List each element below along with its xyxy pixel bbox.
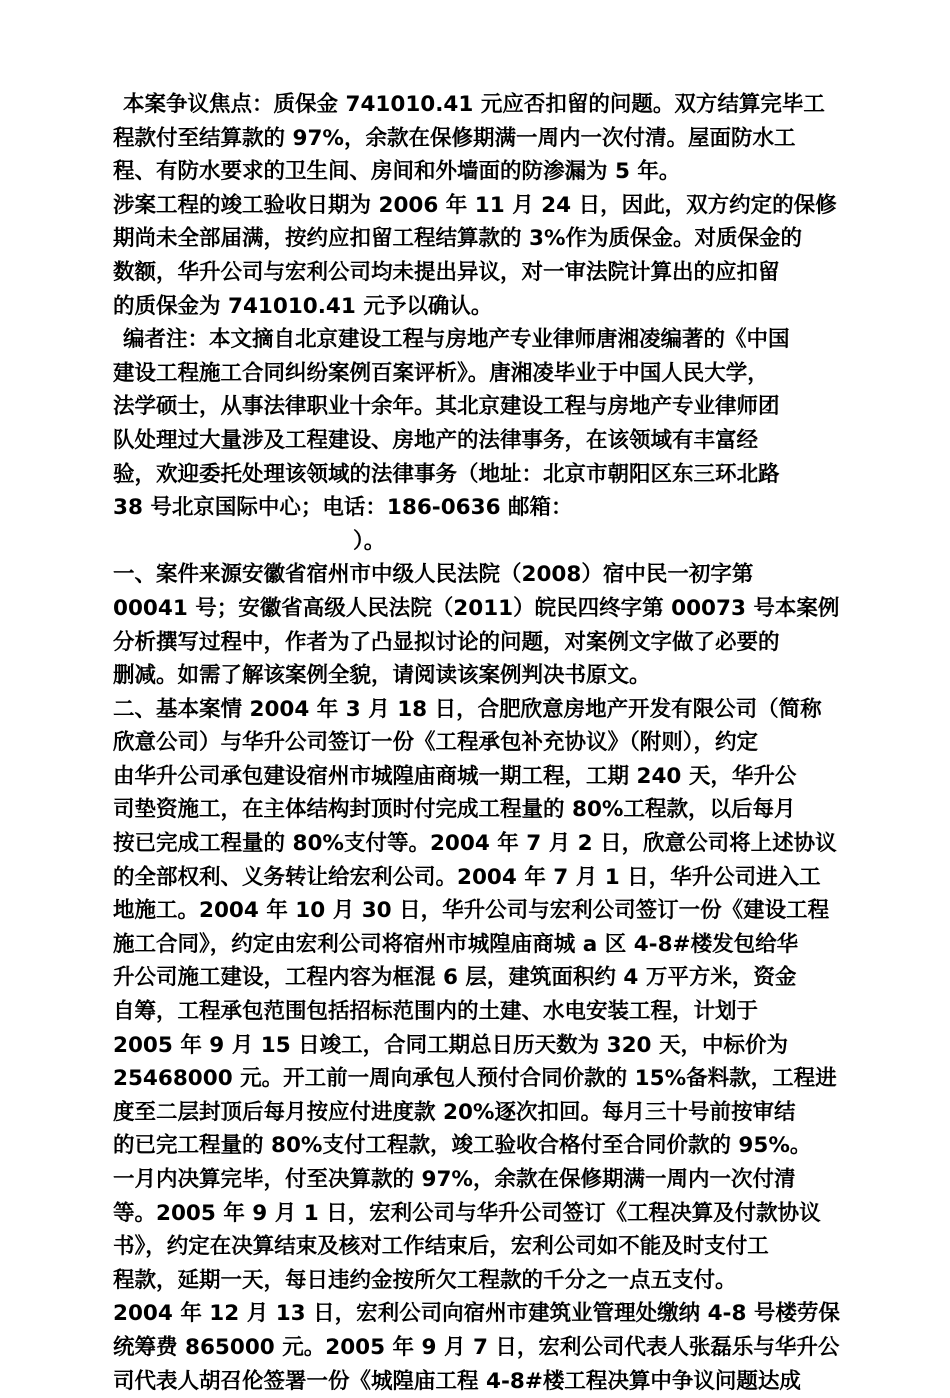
text-line: 程款，延期一天，每日违约金按所欠工程款的千分之一点五支付。: [113, 1267, 737, 1293]
text-line: 程款付至结算款的 97%，余款在保修期满一周内一次付清。屋面防水工: [113, 125, 796, 151]
text-line: 书》，约定在决算结束及核对工作结束后，宏利公司如不能及时支付工: [113, 1234, 769, 1260]
text-line: 司代表人胡召伦签署一份《城隍庙工程 4-8#楼工程决算中争议问题达成: [113, 1368, 801, 1394]
text-line: 期尚未全部届满，按约应扣留工程结算款的 3%作为质保金。对质保金的: [113, 226, 802, 252]
text-line: 二、基本案情 2004 年 3 月 18 日，合肥欣意房地产开发有限公司（简称: [113, 696, 822, 722]
text-line: 的质保金为 741010.41 元予以确认。: [113, 293, 493, 319]
text-line: 编者注：本文摘自北京建设工程与房地产专业律师唐湘凌编著的《中国: [123, 327, 790, 353]
text-line: ）。: [353, 528, 386, 554]
text-line: 25468000 元。开工前一周向承包人预付合同价款的 15%备料款，工程进: [113, 1066, 837, 1092]
text-line: 00041 号；安徽省高级人民法院（2011）皖民四终字第 00073 号本案例: [113, 595, 840, 621]
text-line: 度至二层封顶后每月按应付进度款 20%逐次扣回。每月三十号前按审结: [113, 1099, 796, 1125]
text-line: 一月内决算完毕，付至决算款的 97%，余款在保修期满一周内一次付清: [113, 1167, 796, 1192]
text-line: 施工合同》，约定由宏利公司将宿州市城隍庙商城 a 区 4-8#楼发包给华: [113, 931, 799, 957]
text-line: 地施工。2004 年 10 月 30 日，华升公司与宏利公司签订一份《建设工程: [113, 898, 830, 924]
text-line: 由华升公司承包建设宿州市城隍庙商城一期工程，工期 240 天，华升公: [113, 763, 797, 789]
text-line: 本案争议焦点：质保金 741010.41 元应否扣留的问题。双方结算完毕工: [123, 92, 825, 117]
text-line: 等。2005 年 9 月 1 日，宏利公司与华升公司签订《工程决算及付款协议: [113, 1200, 821, 1226]
text-line: 司垫资施工，在主体结构封顶时付完成工程量的 80%工程款，以后每月: [113, 797, 796, 823]
text-line: 涉案工程的竣工验收日期为 2006 年 11 月 24 日，因此，双方约定的保修: [113, 192, 837, 218]
text-line: 升公司施工建设，工程内容为框混 6 层，建筑面积约 4 万平方米，资金: [113, 965, 797, 991]
text-line: 自筹，工程承包范围包括招标范围内的土建、水电安装工程，计划于: [113, 999, 759, 1025]
text-line: 程、有防水要求的卫生间、房间和外墙面的防渗漏为 5 年。: [113, 159, 681, 185]
text-line: 的全部权利、义务转让给宏利公司。2004 年 7 月 1 日，华升公司进入工: [113, 864, 821, 890]
text-line: 法学硕士，从事法律职业十余年。其北京建设工程与房地产专业律师团: [113, 394, 780, 420]
text-line: 数额，华升公司与宏利公司均未提出异议，对一审法院计算出的应扣留: [113, 259, 780, 285]
text-line: 的已完工程量的 80%支付工程款，竣工验收合格付至合同价款的 95%。: [113, 1133, 812, 1159]
text-line: 2005 年 9 月 15 日竣工，合同工期总日历天数为 320 天，中标价为: [113, 1032, 788, 1058]
text-line: 欣意公司）与华升公司签订一份《工程承包补充协议》（附则），约定: [113, 730, 759, 756]
text-line: 按已完成工程量的 80%支付等。2004 年 7 月 2 日，欣意公司将上述协议: [113, 831, 837, 857]
text-line: 38 号北京国际中心；电话：186-0636 邮箱：: [113, 495, 573, 521]
text-line: 队处理过大量涉及工程建设、房地产的法律事务，在该领域有丰富经: [113, 427, 759, 453]
document-page: [113, 88, 855, 1398]
text-line: 2004 年 12 月 13 日，宏利公司向宿州市建筑业管理处缴纳 4-8 号楼劳保: [113, 1301, 840, 1327]
text-line: 一、案件来源安徽省宿州市中级人民法院（2008）宿中民一初字第: [113, 562, 754, 588]
text-line: 删减。如需了解该案例全貌，请阅读该案例判决书原文。: [113, 663, 651, 689]
text-line: 验，欢迎委托处理该领域的法律事务（地址：北京市朝阳区东三环北路: [113, 461, 780, 487]
text-line: 统筹费 865000 元。2005 年 9 月 7 日，宏利公司代表人张磊乐与华升公: [113, 1334, 840, 1360]
text-line: 分析撰写过程中，作者为了凸显拟讨论的问题，对案例文字做了必要的: [113, 629, 780, 655]
text-line: 建设工程施工合同纠纷案例百案评析》。唐湘凌毕业于中国人民大学，: [113, 360, 769, 386]
